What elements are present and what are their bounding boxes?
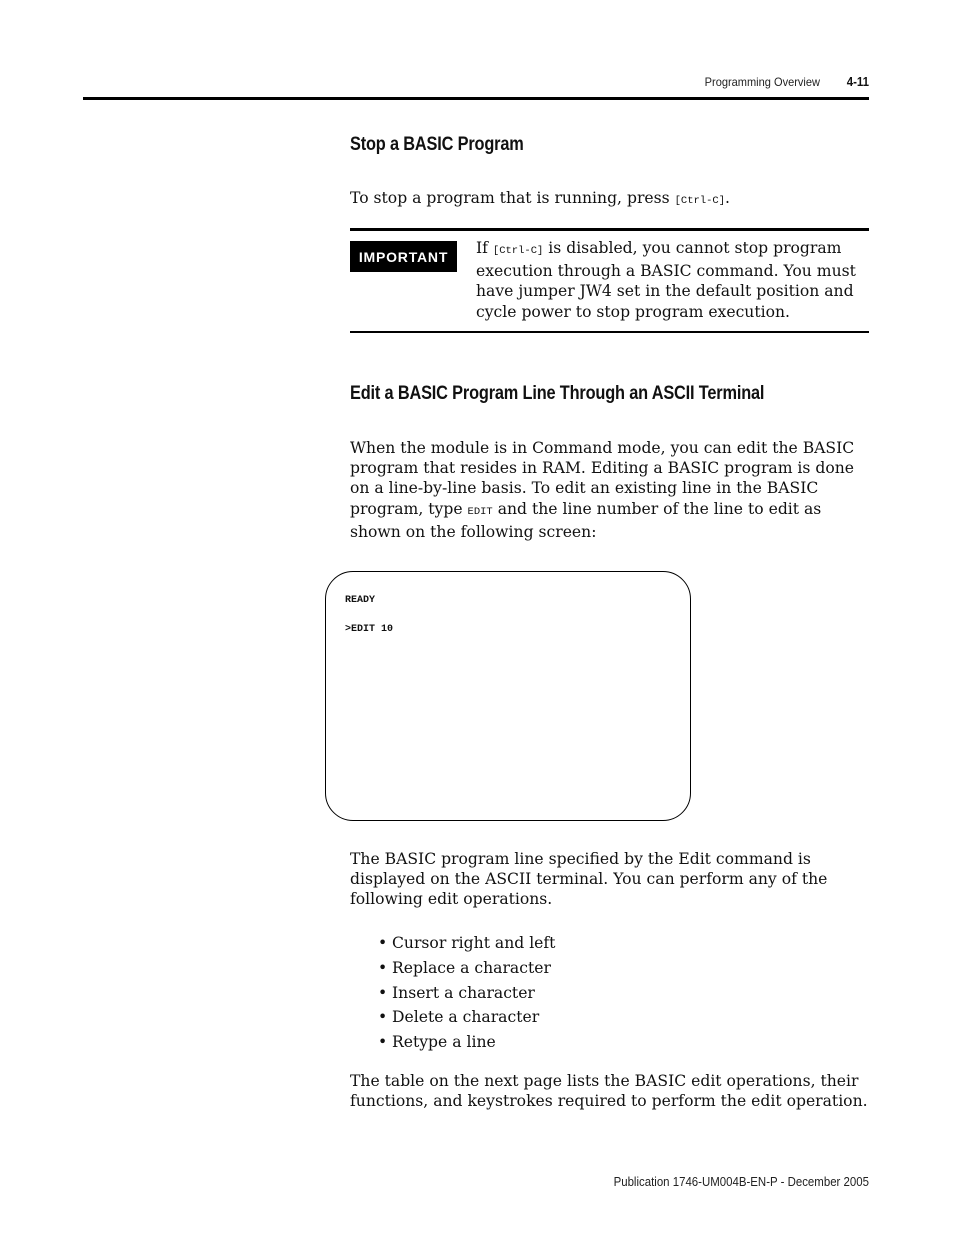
important-bottom-rule <box>350 331 869 333</box>
stop-text-after: . <box>725 189 730 207</box>
terminal-screen <box>325 571 691 821</box>
important-top-rule <box>350 228 869 231</box>
list-item-label: Retype a line <box>392 1033 496 1052</box>
list-item-label: Delete a character <box>392 1008 540 1027</box>
important-text <box>476 238 870 322</box>
table-reference-paragraph: The table on the next page lists the BASIC edit operations, their functions, and keystrokes required to perform the edit operation. <box>350 1072 868 1111</box>
publication-footer: Publication 1746-UM004B-EN-P - December 2005 <box>613 1174 869 1189</box>
stop-program-paragraph <box>350 188 868 211</box>
list-item-label: Cursor right and left <box>392 934 556 952</box>
edit-command: EDIT <box>467 505 493 518</box>
edit-intro-paragraph <box>350 438 868 542</box>
running-header: Programming Overview <box>704 75 820 89</box>
header-rule <box>83 97 869 100</box>
stop-text-before: To stop a program that is running, press <box>350 189 675 207</box>
list-item: • Replace a character <box>378 958 551 977</box>
edit-operations-list <box>378 931 555 1055</box>
important-ctrl-c-key: [Ctrl-C] <box>492 245 544 257</box>
list-item: • Delete a character <box>378 1008 540 1027</box>
important-text-after: is disabled, you cannot stop program execution through a BASIC command. You must have jumper JW4 set in the default position and cycle power to stop program execution. <box>476 239 856 321</box>
list-item: • Cursor right and left <box>378 934 556 952</box>
list-item-label: Replace a character <box>392 958 551 977</box>
important-label: IMPORTANT <box>350 241 457 272</box>
edit-line-heading: Edit a BASIC Program Line Through an ASCII Terminal <box>350 383 765 404</box>
edit-intro-before: When the module is in Command mode, you can edit the BASIC program that resides in RAM. Editing a BASIC program is done on a line-by-line basis. To edit an existing line in the BASIC program, type <box>350 439 855 518</box>
list-item: • Retype a line <box>378 1033 496 1052</box>
edit-description-paragraph: The BASIC program line specified by the Edit command is displayed on the ASCII terminal. You can perform any of the following edit operations. <box>350 850 828 909</box>
list-item-label: Insert a character <box>392 983 535 1002</box>
page-number: 4-11 <box>846 74 869 89</box>
stop-program-heading: Stop a BASIC Program <box>350 134 524 155</box>
terminal-line-edit: >EDIT 10 <box>345 624 394 635</box>
important-text-before: If <box>476 239 493 257</box>
terminal-line-ready: READY <box>345 595 376 606</box>
edit-intro-after: and the line number of the line to edit as shown on the following screen: <box>350 499 822 541</box>
ctrl-c-key: [Ctrl-C] <box>674 195 726 207</box>
list-item: • Insert a character <box>378 983 535 1002</box>
